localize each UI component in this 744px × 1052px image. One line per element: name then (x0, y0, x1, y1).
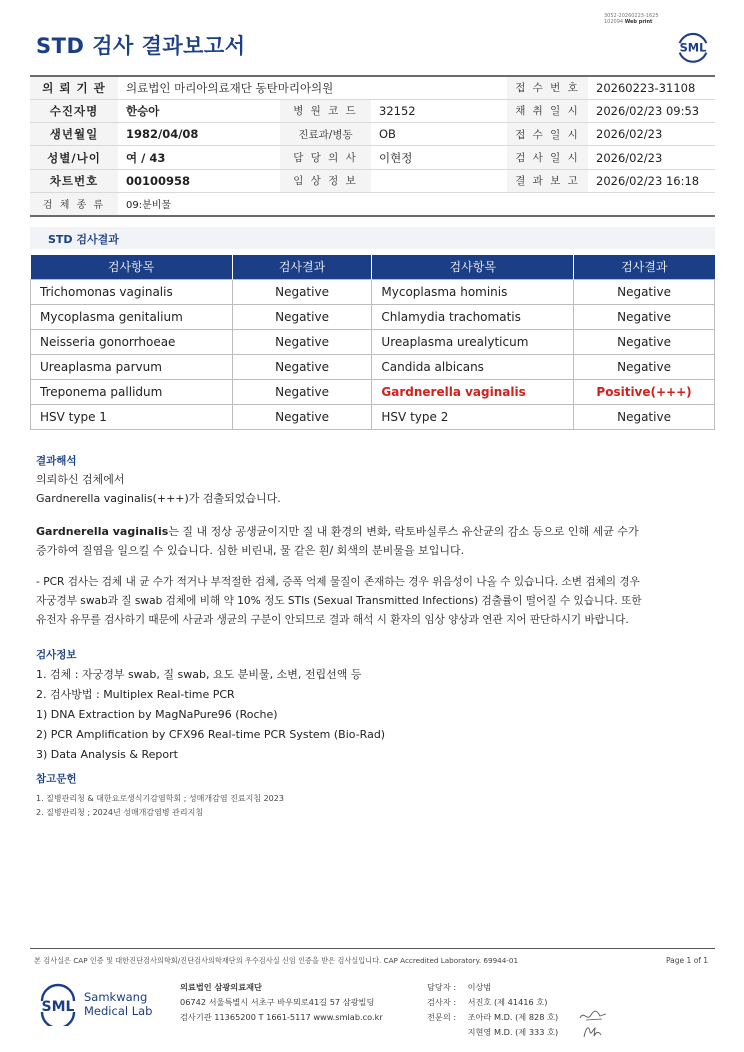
staff-info (427, 980, 558, 1040)
header-test-result: 검사결과 (574, 255, 715, 279)
institution-label: 의 뢰 기 관 (30, 76, 118, 99)
birth-value: 1982/04/08 (118, 123, 280, 146)
interpretation-paragraph-2 (36, 522, 639, 560)
test-item-positive: Gardnerella vaginalis (372, 379, 574, 404)
test-result: Negative (574, 304, 715, 329)
header-test-item: 검사항목 (372, 255, 574, 279)
header-test-item: 검사항목 (31, 255, 233, 279)
info-row (30, 99, 715, 122)
header-test-result: 검사결과 (232, 255, 372, 279)
sex-age-label: 성별/나이 (30, 146, 118, 169)
staff-manager: 이상범 (467, 982, 492, 992)
brand-line2: Medical Lab (84, 1004, 153, 1018)
staff-specialist-1: 조아라 M.D. (제 828 호) (467, 1012, 559, 1022)
test-result: Negative (232, 404, 372, 429)
test-result: Negative (232, 329, 372, 354)
specimen-label: 검 체 종 류 (30, 192, 118, 215)
organization-contact: 검사기관 11365200 T 1661-5117 www.smlab.co.kr (180, 1012, 383, 1022)
info-row (30, 123, 715, 146)
test-info-line: 2) PCR Amplification by CFX96 Real-time PCR System (Bio-Rad) (36, 728, 386, 741)
clinical-value (371, 169, 507, 192)
patient-info-table (30, 75, 715, 217)
brand-name (84, 990, 152, 1018)
doctor-label: 담 당 의 사 (280, 146, 371, 169)
document-code-line2: 102094 Web print (604, 19, 653, 25)
test-result: Negative (232, 279, 372, 304)
test-item: Candida albicans (372, 354, 574, 379)
test-info-list (36, 665, 385, 765)
web-print-label: Web print (624, 19, 653, 25)
patient-value: 한승아 (118, 99, 280, 122)
collect-date-label: 채 취 일 시 (507, 99, 588, 122)
report-date-label: 결 과 보 고 (507, 169, 588, 192)
hospital-code-value: 32152 (371, 99, 507, 122)
receipt-date-value: 2026/02/23 (588, 123, 715, 146)
specimen-value: 09:분비물 (118, 192, 715, 215)
receipt-no-label: 접 수 번 호 (507, 76, 588, 99)
doctor-value: 이현정 (371, 146, 507, 169)
references-list (36, 792, 284, 820)
test-result: Negative (232, 354, 372, 379)
test-result: Negative (574, 329, 715, 354)
info-row (30, 169, 715, 192)
test-item: HSV type 1 (31, 404, 233, 429)
staff-tester: 서진호 (제 41416 호) (467, 997, 548, 1007)
clinical-label: 임 상 정 보 (280, 169, 371, 192)
table-row (31, 354, 715, 379)
table-row (31, 379, 715, 404)
page-title: STD 검사 결과보고서 (36, 34, 246, 58)
test-item: Treponema pallidum (31, 379, 233, 404)
organization-info (180, 980, 383, 1025)
staff-row (427, 1025, 558, 1040)
organism-term: Gardnerella vaginalis (36, 525, 169, 538)
table-row (31, 304, 715, 329)
reference-item: 2. 질병관리청 ; 2024년 성매개감염병 관리지침 (36, 808, 204, 817)
test-result: Negative (232, 304, 372, 329)
test-item: Trichomonas vaginalis (31, 279, 233, 304)
test-result-positive: Positive(+++) (574, 379, 715, 404)
info-row (30, 146, 715, 169)
receipt-no-value: 20260223-31108 (588, 76, 715, 99)
sex-age-value: 여 / 43 (118, 146, 280, 169)
signature-icon (578, 1008, 608, 1024)
staff-row: 전문의 : 조아라 M.D. (제 828 호) (427, 1012, 559, 1022)
staff-row: 검사자 : 서진호 (제 41416 호) (427, 997, 548, 1007)
interpretation-line: 의뢰하신 검체에서 (36, 473, 125, 486)
test-item: Mycoplasma genitalium (31, 304, 233, 329)
organization-address: 06742 서울특별시 서초구 바우뫼로41길 57 삼광빌딩 (180, 997, 375, 1007)
birth-label: 생년월일 (30, 123, 118, 146)
interpretation-line: Gardnerella vaginalis(+++)가 검출되었습니다. (36, 492, 281, 505)
interpretation-line: Gardnerella vaginalis는 질 내 정상 공생균이지만 질 내 환경의 변화, 락토바실루스 유산균의 감소 등으로 인해 세균 수가 (36, 525, 639, 538)
table-row (31, 279, 715, 304)
test-info-line: 2. 검사방법 : Multiplex Real-time PCR (36, 688, 235, 701)
test-item: HSV type 2 (372, 404, 574, 429)
info-row (30, 76, 715, 99)
page-number: Page 1 of 1 (666, 956, 709, 965)
test-item: Neisseria gonorrhoeae (31, 329, 233, 354)
info-row (30, 192, 715, 215)
accreditation-note: 본 검사실은 CAP 인증 및 대한진단검사의학회/진단검사의학재단의 우수검사실 신임 인증을 받은 검사실입니다. CAP Accredited Laboratory. 69944-01 (34, 956, 519, 965)
references-title: 참고문헌 (36, 773, 77, 785)
svg-text:SML: SML (679, 40, 707, 55)
staff-row: 담당자 : 이상범 (427, 982, 492, 992)
test-date-label: 검 사 일 시 (507, 146, 588, 169)
test-item: Mycoplasma hominis (372, 279, 574, 304)
test-info-title: 검사정보 (36, 649, 77, 661)
interpretation-paragraph-1 (36, 470, 281, 508)
signature-icon (578, 1023, 608, 1039)
test-result: Negative (574, 279, 715, 304)
receipt-date-label: 접 수 일 시 (507, 123, 588, 146)
dept-label: 진료과/병동 (280, 123, 371, 146)
brand-line1: Samkwang (84, 990, 148, 1004)
test-result: Negative (574, 404, 715, 429)
interpretation-paragraph-3 (36, 573, 642, 630)
organization-name: 의료법인 삼광의료재단 (180, 982, 262, 992)
results-header-row (31, 255, 715, 279)
test-result: Negative (574, 354, 715, 379)
footer-divider (30, 948, 715, 949)
test-result: Negative (232, 379, 372, 404)
institution-value: 의료법인 마리아의료재단 동탄마리아의원 (118, 76, 507, 99)
test-info-line: 3) Data Analysis & Report (36, 748, 178, 761)
sml-logo-icon (674, 26, 712, 64)
reference-item: 1. 질병관리청 & 대한요로생식기감염학회 ; 성매개감염 진료지침 2023 (36, 794, 284, 803)
document-code-line1: 3052-20260223-1625 (604, 13, 659, 19)
test-item: Ureaplasma urealyticum (372, 329, 574, 354)
test-date-value: 2026/02/23 (588, 146, 715, 169)
patient-label: 수진자명 (30, 99, 118, 122)
collect-date-value: 2026/02/23 09:53 (588, 99, 715, 122)
interpretation-title: 결과해석 (36, 455, 77, 467)
test-item: Ureaplasma parvum (31, 354, 233, 379)
chart-no-label: 차트번호 (30, 169, 118, 192)
dept-value: OB (371, 123, 507, 146)
test-item: Chlamydia trachomatis (372, 304, 574, 329)
interpretation-line: 유전자 유무를 검사하기 때문에 사균과 생균의 구분이 안되므로 결과 해석 시 환자의 임상 양상과 연관 지어 판단하시기 바랍니다. (36, 614, 629, 626)
interpretation-line: 증가하여 질염을 일으킬 수 있습니다. 심한 비린내, 물 같은 흰/ 회색의 분비물을 보입니다. (36, 544, 465, 557)
report-date-value: 2026/02/23 16:18 (588, 169, 715, 192)
test-info-line: 1) DNA Extraction by MagNaPure96 (Roche) (36, 708, 278, 721)
results-table (30, 255, 715, 430)
results-section-title: STD 검사결과 (30, 227, 715, 249)
table-row (31, 329, 715, 354)
table-row (31, 404, 715, 429)
svg-text:SML: SML (41, 999, 75, 1015)
chart-no-value: 00100958 (118, 169, 280, 192)
test-info-line: 1. 검체 : 자궁경부 swab, 질 swab, 요도 분비물, 소변, 전립선액 등 (36, 668, 362, 681)
interpretation-line: 자궁경부 swab과 질 swab 검체에 비해 약 10% 정도 STIs (Sexual Transmitted Infections) 검출률이 떨어질 수 있습니다. 또한 (36, 595, 642, 607)
interpretation-line: - PCR 검사는 검체 내 균 수가 적거나 부적절한 검체, 증폭 억제 물질이 존재하는 경우 위음성이 나올 수 있습니다. 소변 검체의 경우 (36, 576, 640, 588)
staff-specialist-2: 지현영 M.D. (제 333 호) (467, 1027, 559, 1037)
sml-logo-icon (36, 982, 80, 1026)
hospital-code-label: 병 원 코 드 (280, 99, 371, 122)
document-code (604, 13, 659, 25)
